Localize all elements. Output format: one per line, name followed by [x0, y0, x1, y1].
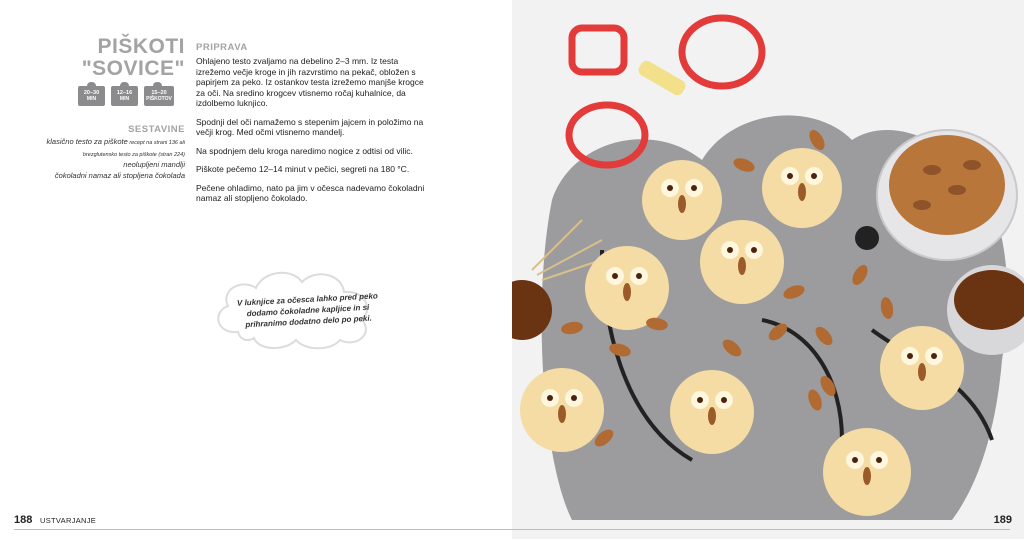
ingredient-name: neolupljeni mandlji	[123, 160, 185, 169]
preparation-step: Pečene ohladimo, nato pa jim v očesca nadevamo čokoladni namaz ali stopljeno čokolado.	[196, 182, 425, 203]
preparation-step: Na spodnjem delu kroga naredimo nogice z odtisi od vilic.	[196, 145, 413, 156]
ingredient-item	[47, 171, 185, 182]
owl-cookie	[670, 370, 754, 454]
bake-time-badge	[111, 86, 138, 106]
prep-time-badge	[78, 86, 105, 106]
section-name: USTVARJANJE	[40, 516, 97, 525]
yield-badge	[144, 86, 174, 106]
yield-unit: PIŠKOTOV	[146, 96, 172, 102]
page-number-right: 189	[993, 514, 1012, 526]
cookie-icon	[153, 82, 162, 87]
ingredient-name: klasično testo za piškote	[46, 137, 128, 146]
owl-cookie	[762, 148, 842, 228]
tip-text: V luknjice za očesca lahko pred peko dodamo čokoladne kapljice in si prihranimo dodatno delo po peki.	[236, 291, 379, 330]
bake-time-value: 12–16	[116, 90, 133, 96]
prep-time-unit: MIN	[86, 96, 97, 102]
preparation-section	[196, 42, 426, 212]
recipe-stats	[78, 86, 174, 106]
preparation-step: Ohlajeno testo zvaljamo na debelino 2–3 mm. Iz testa izrežemo večje kroge in jih razvrstimo na pekač, obložen s papirjem za peko. Iz ostankov testa izrežemo manjše krogce za oči. Na sredino krogcev vtisnemo ročaj kuhalnice, da izdolbemo luknjico.	[196, 56, 424, 108]
owl-cookie	[642, 160, 722, 240]
recipe-title-line-1: PIŠKOTI	[97, 35, 185, 58]
ingredient-name: čokoladni namaz ali stopljena čokolada	[54, 170, 185, 180]
owl-cookies-photo	[512, 0, 1024, 539]
prep-time-value: 20–30	[83, 90, 100, 96]
preparation-heading: PRIPRAVA	[196, 42, 248, 53]
recipe-title	[82, 36, 185, 80]
right-page	[512, 0, 1024, 539]
yield-value: 15–20	[151, 90, 167, 96]
ingredient-item	[47, 137, 185, 149]
owl-cookie	[880, 326, 964, 410]
owl-cookie	[520, 368, 604, 452]
owl-cookie	[700, 220, 784, 304]
page-number-left: 188	[14, 514, 33, 526]
ingredient-note: brezglutensko testo za piškote (stran 224)	[82, 151, 185, 158]
ingredients-list	[47, 137, 185, 181]
owl-cookie	[823, 428, 911, 516]
ingredients-heading: SESTAVINE	[128, 124, 185, 135]
ingredient-note: recept na strani 136 ali	[127, 140, 185, 146]
ingredient-item	[47, 160, 185, 171]
almond-bowl	[877, 130, 1017, 260]
footer-rule	[14, 529, 1010, 530]
ingredients-section	[47, 124, 185, 181]
preparation-step: Spodnji del oči namažemo s stepenim jajcem in položimo na večji krog. Med očmi vtisnemo mandelj.	[196, 116, 424, 137]
oven-icon	[120, 82, 129, 87]
owl-cookie	[585, 246, 669, 330]
bake-time-unit: MIN	[119, 96, 130, 102]
recipe-title-line-2: "SOVICE"	[81, 57, 185, 80]
clock-icon	[87, 82, 96, 87]
ingredient-item	[47, 149, 185, 161]
preparation-step: Piškote pečemo 12–14 minut v pečici, segreti na 180 °C.	[196, 164, 410, 174]
